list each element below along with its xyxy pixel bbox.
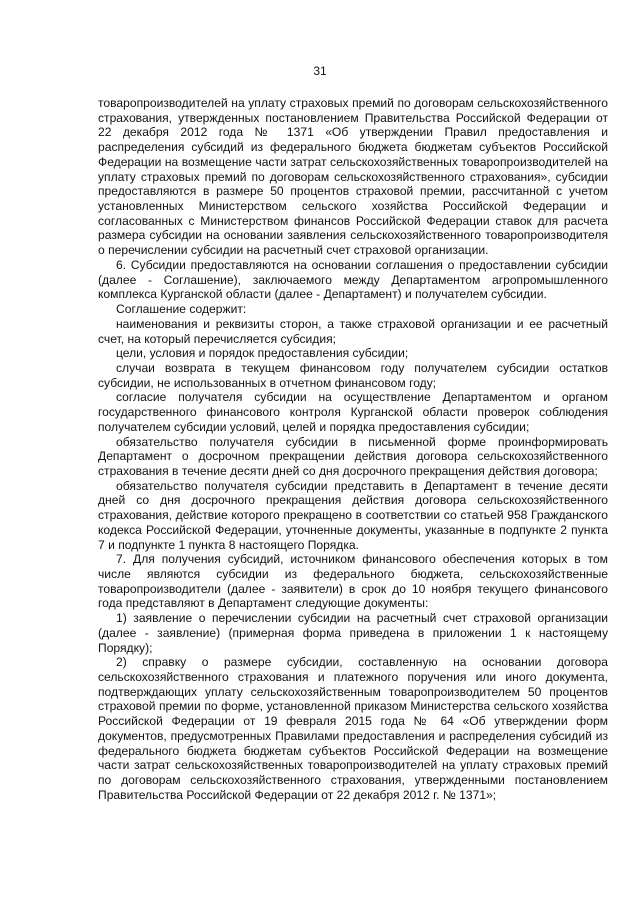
page-number: 31: [313, 64, 327, 78]
paragraph-agreement-inform-obligation: обязательство получателя субсидии в письменной форме проинформировать Департамент о досрочном прекращении действия договора сельскохозяйственного страхования в течение десяти дней со дня досрочного прекращения действия договора;: [98, 434, 608, 478]
paragraph-item-7-subitem-2: 2) справку о размере субсидии, составленную на основании договора сельскохозяйственного страхования и платежного поручения или иного документа, подтверждающих уплату сельскохозяйственным товаропроизводителем 50 процентов страховой премии по форме, установленной приказом Министерства сельского хозяйства Российской Федерации от 19 февраля 2015 года № 64 «Об утверждении форм документов, предусмотренных Правилами предоставления и распределения субсидий из федерального бюджета бюджетам субъектов Российской Федерации на возмещение части затрат сельскохозяйственных товаропроизводителей на уплату страховых премий по договорам сельскохозяйственного страхования, утвержденными постановлением Правительства Российской Федерации от 22 декабря 2012 г. № 1371»;: [98, 655, 608, 802]
paragraph-item-7: 7. Для получения субсидий, источником финансового обеспечения которых в том числе являются субсидии из федерального бюджета, сельскохозяйственные товаропроизводители (далее - заявители) в срок до 10 ноября текущего финансового года представляют в Департамент следующие документы:: [98, 552, 608, 611]
paragraph-continuation: товаропроизводителей на уплату страховых премий по договорам сельскохозяйственного страхования, утвержденных постановлением Правительства Российской Федерации от 22 декабря 2012 года № 1371 «Об утверждении Правил предоставления и распределения субсидий из федерального бюджета бюджетам субъектов Российской Федерации на возмещение части затрат сельскохозяйственных товаропроизводителей на уплату страховых премий по договорам сельскохозяйственного страхования», субсидии предоставляются в размере 50 процентов страховой премии, рассчитанной с учетом установленных Министерством сельского хозяйства Российской Федерации и согласованных с Министерством финансов Российской Федерации ставок для расчета размера субсидии на основании заявления сельскохозяйственного товаропроизводителя о перечислении субсидии на расчетный счет страховой организации.: [98, 96, 608, 258]
paragraph-agreement-parties: наименования и реквизиты сторон, а также страховой организации и ее расчетный счет, на который перечисляется субсидия;: [98, 316, 608, 346]
document-body: [98, 96, 608, 803]
paragraph-agreement-documents-obligation: обязательство получателя субсидии представить в Департамент в течение десяти дней со дня досрочного прекращения действия договора сельскохозяйственного страхования, действие которого прекращено в соответствии со статьей 958 Гражданского кодекса Российской Федерации, уточненные документы, указанные в подпункте 2 пункта 7 и подпункте 1 пункта 8 настоящего Порядка.: [98, 478, 608, 552]
paragraph-agreement-refund-cases: случаи возврата в текущем финансовом году получателем субсидии остатков субсидии, не использованных в отчетном финансовом году;: [98, 360, 608, 390]
paragraph-agreement-audit-consent: согласие получателя субсидии на осуществление Департаментом и органом государственного финансового контроля Курганской области проверок соблюдения получателем субсидии условий, целей и порядка предоставления субсидии;: [98, 390, 608, 434]
paragraph-item-7-subitem-1: 1) заявление о перечислении субсидии на расчетный счет страховой организации (далее - заявление) (примерная форма приведена в приложении 1 к настоящему Порядку);: [98, 611, 608, 655]
paragraph-item-6: 6. Субсидии предоставляются на основании соглашения о предоставлении субсидии (далее - Соглашение), заключаемого между Департаментом агропромышленного комплекса Курганской области (далее - Департамент) и получателем субсидии.: [98, 257, 608, 302]
paragraph-agreement-contents-heading: Соглашение содержит:: [116, 302, 247, 317]
paragraph-agreement-goals: цели, условия и порядок предоставления субсидии;: [116, 346, 409, 361]
